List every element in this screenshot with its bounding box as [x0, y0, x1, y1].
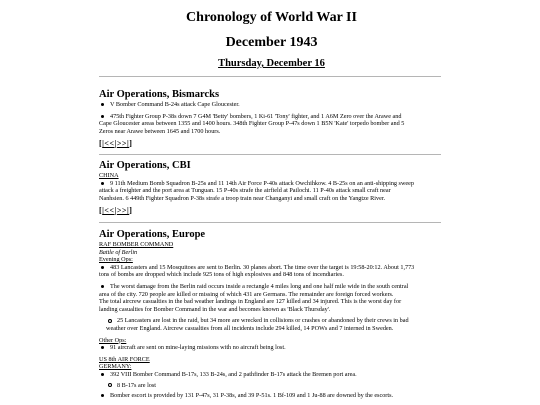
bullet-icon — [101, 266, 104, 269]
divider — [99, 154, 441, 155]
list-item: 475th Fighter Group P-38s down 7 G4M 'Betty' bombers, 1 Ki-61 'Tony' fighter, and 1 A6M Zero over the Arawe and — [99, 113, 444, 121]
list-item: 91 aircraft are sent on mine-laying missions with no aircraft being lost. — [99, 344, 444, 352]
month-title: December 1943 — [225, 35, 318, 50]
bullet-icon — [101, 394, 104, 397]
circle-bullet-icon — [108, 383, 112, 387]
section-cbi — [99, 160, 444, 215]
bullet-icon — [101, 115, 104, 118]
section-nav: [|<<|>>|] — [99, 206, 133, 216]
page-title: Chronology of World War II — [186, 10, 357, 25]
section-heading: Air Operations, Europe — [99, 229, 206, 240]
list-item-continuation: tons of bombs are dropped which include 925 tons of high explosives and 848 tons of incendiaries. — [99, 271, 344, 279]
bullet-icon — [101, 182, 104, 185]
nav-prev-link[interactable]: |<< — [102, 139, 115, 149]
command-label: RAF BOMBER COMMAND — [99, 241, 174, 248]
section-heading: Air Operations, Bismarcks — [99, 89, 220, 100]
bullet-icon — [101, 373, 104, 376]
date-title: Thursday, December 16 — [218, 58, 325, 69]
battle-label: Battle of Berlin — [99, 248, 138, 256]
bullet-icon — [101, 346, 104, 349]
bullet-icon — [101, 285, 104, 288]
other-ops-label: Other Ops: — [99, 336, 127, 344]
sub-list-item: 25 Lancasters are lost in the raid, but 34 more are wrecked in collisions or crashes or abandoned by their crews in bad — [99, 317, 444, 325]
nav-next-link[interactable]: >>| — [116, 139, 130, 149]
list-item: 392 VIII Bomber Command B-17s, 133 B-24s, and 2 pathfinder B-17s attack the Bremen port area. — [99, 371, 444, 379]
bullet-icon — [101, 103, 104, 106]
list-item-continuation: Cape Gloucester areas between 1355 and 1400 hours. 348th Fighter Group P-47s down 1 B5N 'Kate' torpedo bomber and 5 — [99, 120, 405, 128]
nav-prev-link[interactable]: |<< — [102, 206, 115, 216]
divider — [99, 76, 441, 77]
circle-bullet-icon — [108, 319, 112, 323]
divider — [99, 222, 441, 223]
list-item-continuation: attack a freighter and the port area at Tunguan. 15 P-40s strafe the airfield at Pailochi. 11 P-40s attack small craft near — [99, 187, 391, 195]
list-item-continuation: Zeros near Arawe between 1645 and 1700 hours. — [99, 127, 221, 135]
list-item-continuation: area of the city. 720 people are killed or missing of which 431 are Germans. The remainder are foreign forced workers. — [99, 290, 394, 298]
section-nav: [|<<|>>|] — [99, 139, 133, 149]
section-bismarcks — [99, 89, 444, 148]
list-item-continuation: Nanhsien. 6 449th Fighter Squadron P-38s strafe a troop train near Changanyi and small craft on the Yangtze River. — [99, 194, 386, 202]
list-item-continuation: landing casualties for Bomber Command in the war and becomes known as 'Black Thursday'. — [99, 305, 331, 313]
list-item: 483 Lancasters and 15 Mosquitoes are sent to Berlin. 30 planes abort. The time over the target is 19:58-20:12. About 1,773 — [99, 264, 444, 272]
sub-list-item: 8 B-17s are lost — [99, 382, 444, 390]
usaaf-label: US 8th AIR FORCE — [99, 355, 150, 363]
section-heading: Air Operations, CBI — [99, 160, 191, 171]
list-item-continuation: The total aircrew casualties in the bad weather landings in England are 127 killed and 34 injured. This is the worst day for — [99, 298, 402, 306]
region-label: CHINA — [99, 172, 119, 179]
nav-next-link[interactable]: >>| — [116, 206, 130, 216]
list-item: 9 11th Medium Bomb Squadron B-25s and 11 14th Air Force P-40s attack Owchihkow. 4 B-25s on an anti-shipping sweep — [99, 180, 444, 188]
list-item: Bomber escort is provided by 131 P-47s, 31 P-38s, and 39 P-51s. 1 Bf-109 and 1 Ju-88 are downed by the escorts. — [99, 392, 444, 400]
list-item-continuation: weather over England. Aircrew casualties from all incidents include 294 killed, 14 POWs and 7 interned in Sweden. — [106, 324, 394, 332]
section-europe — [99, 229, 444, 400]
list-item: V Bomber Command B-24s attack Cape Gloucester. — [99, 101, 444, 109]
list-item: The worst damage from the Berlin raid occurs inside a rectangle 4 miles long and one half mile wide in the south central — [99, 283, 444, 291]
region-label: GERMANY: — [99, 363, 132, 371]
evening-ops-label: Evening Ops: — [99, 256, 133, 264]
